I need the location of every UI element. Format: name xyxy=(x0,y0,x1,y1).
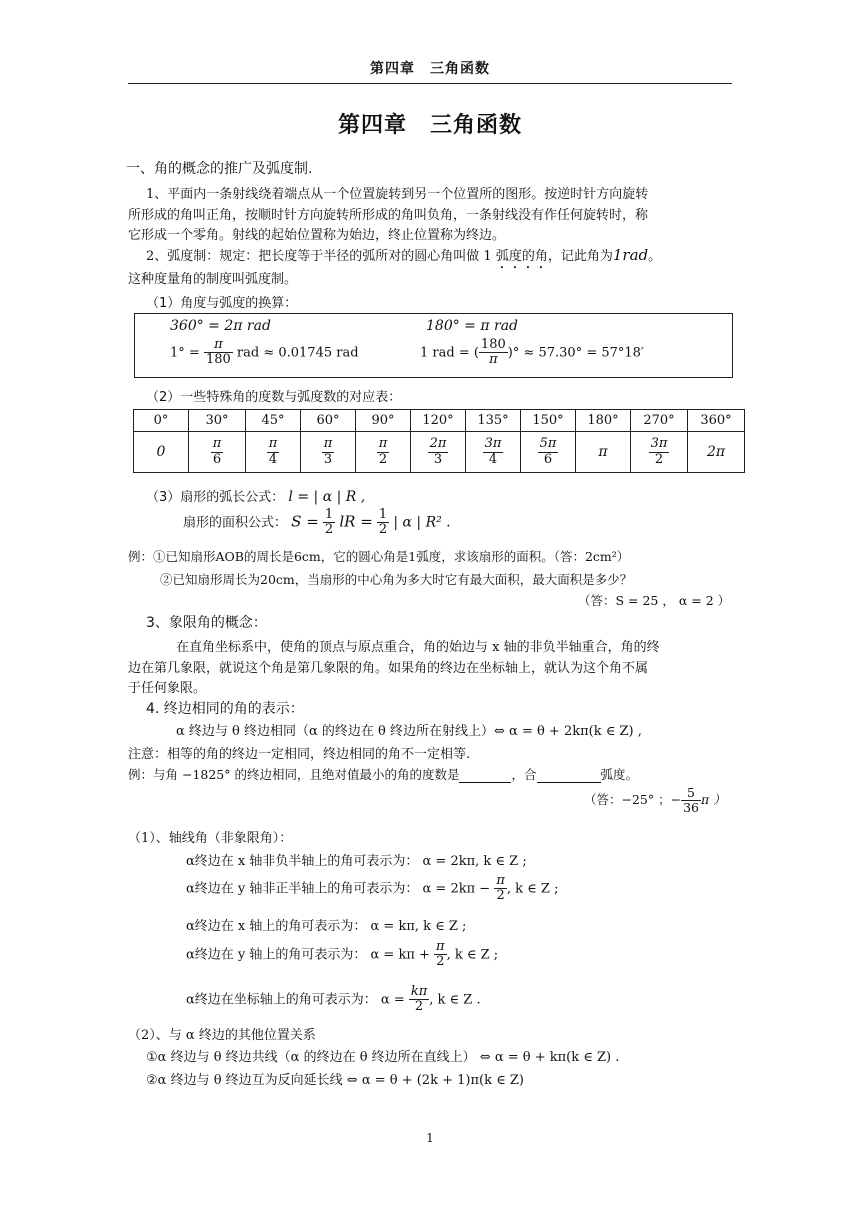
radian-cell xyxy=(189,432,246,473)
subheading: （1）、轴线角（非象限角）： xyxy=(128,831,293,846)
fraction-numerator: π xyxy=(323,436,333,452)
fraction-denominator: 2 xyxy=(378,522,388,538)
formula-line xyxy=(186,985,481,1015)
fraction-numerator: 1 xyxy=(324,507,334,522)
text-run: , k ∈ Z ; xyxy=(506,881,559,897)
radian-value: 0 xyxy=(156,444,166,460)
radian-value: π xyxy=(598,444,608,460)
fraction xyxy=(538,437,559,467)
note: 注意：相等的角的终边一定相同，终边相同的角不一定相等. xyxy=(128,747,471,762)
text-run: | α | R² . xyxy=(393,514,451,531)
formula-line: α终边在 x 轴上的角可表示为： α = kπ, k ∈ Z ; xyxy=(186,919,467,934)
text-run: 1 xyxy=(483,249,492,264)
fraction xyxy=(483,437,504,467)
fraction xyxy=(428,437,449,467)
text-run: ，记此角为 xyxy=(547,249,613,264)
fraction-denominator: 4 xyxy=(268,451,278,467)
section-heading: 3、象限角的概念： xyxy=(146,615,267,631)
text-run: rad ≈ 0.01745 rad xyxy=(236,345,359,361)
degree-cell: 270° xyxy=(631,410,688,432)
subheading: （2）、与 α 终边的其他位置关系 xyxy=(128,1028,316,1043)
radian-cell xyxy=(631,432,688,473)
radian-cell xyxy=(466,432,521,473)
radian-cell xyxy=(134,432,189,473)
running-header: 第四章 三角函数 xyxy=(370,61,490,77)
text-run: ，合 xyxy=(511,767,537,782)
fraction-numerator: π xyxy=(378,436,388,452)
example-line: ②已知扇形周长为20cm，当扇形的中心角为多大时它有最大面积，最大面积是多少？ xyxy=(160,572,633,587)
formula xyxy=(420,338,644,368)
fraction xyxy=(377,508,389,538)
paragraph-line: 1、平面内一条射线绕着端点从一个位置旋转到另一个位置所的图形。按逆时针方向旋转 xyxy=(146,187,649,202)
paragraph-line: 于任何象限。 xyxy=(128,681,207,696)
fraction-numerator: π xyxy=(268,436,278,452)
formula xyxy=(170,338,359,368)
degree-cell: 360° xyxy=(688,410,745,432)
fraction-numerator: π xyxy=(436,939,445,954)
fraction xyxy=(211,437,224,467)
fraction xyxy=(377,437,390,467)
fraction-numerator: 3π xyxy=(484,436,502,452)
fraction-numerator: 2π xyxy=(429,436,447,452)
formula-line xyxy=(183,508,451,538)
fraction-denominator: 2 xyxy=(654,451,664,467)
text-run: 弧度。 xyxy=(600,767,639,782)
fraction-numerator: 1 xyxy=(378,507,388,522)
text-run: )° ≈ 57.30° = 57°18′ xyxy=(507,345,644,361)
fraction-denominator: 6 xyxy=(543,451,553,467)
radian-cell xyxy=(246,432,301,473)
formula-line xyxy=(146,486,365,505)
fraction-numerator: π xyxy=(204,338,233,353)
degree-cell: 150° xyxy=(521,410,576,432)
text-run: 例：与角 −1825° 的终边相同，且绝对值最小的角的度数是 xyxy=(128,767,460,782)
formula: 360° = 2π rad xyxy=(170,318,271,334)
fraction-denominator: 3 xyxy=(433,451,443,467)
fraction xyxy=(323,508,335,538)
radian-row xyxy=(134,432,745,473)
subheading: 扇形的面积公式： xyxy=(183,515,288,531)
fraction-numerator: π xyxy=(496,873,505,888)
text-run: 。 xyxy=(648,249,662,264)
degree-cell: 90° xyxy=(356,410,411,432)
fraction-denominator: 3 xyxy=(323,451,333,467)
fraction-numerator: 180 xyxy=(480,337,506,352)
fraction-denominator: 2 xyxy=(436,954,445,970)
degree-cell: 0° xyxy=(134,410,189,432)
radian-cell xyxy=(576,432,631,473)
text-run: , k ∈ Z ; xyxy=(446,947,499,963)
fraction-numerator: π xyxy=(212,436,222,452)
radian-value: 2π xyxy=(706,444,726,460)
formula-line: α 终边与 θ 终边相同（α 的终边在 θ 终边所在射线上）⇔ α = θ + 2kπ(k ∈ Z) , xyxy=(176,724,642,739)
degree-cell: 45° xyxy=(246,410,301,432)
fraction-denominator: 4 xyxy=(488,451,498,467)
subheading: （1）角度与弧度的换算： xyxy=(146,296,298,311)
fraction-denominator: 36 xyxy=(683,799,699,815)
answer-blank xyxy=(537,770,601,783)
fraction-numerator: kπ xyxy=(410,984,428,999)
text-run: 2、弧度制：规定：把长度等于半径的弧所对的圆心角叫做 xyxy=(146,249,480,264)
degree-cell: 120° xyxy=(411,410,466,432)
text-run: π ） xyxy=(700,791,726,807)
fraction-denominator: π xyxy=(489,352,498,368)
text-run: 1° = xyxy=(170,345,200,361)
fraction-denominator: 2 xyxy=(378,451,388,467)
degree-cell: 60° xyxy=(301,410,356,432)
formula-line xyxy=(186,874,558,904)
fraction-denominator: 2 xyxy=(324,522,334,538)
fraction xyxy=(267,437,280,467)
paragraph-line: 它形成一个零角。射线的起始位置称为始边，终止位置称为终边。 xyxy=(128,228,506,243)
degree-cell: 180° xyxy=(576,410,631,432)
section-heading: 4. 终边相同的角的表示： xyxy=(146,701,304,717)
fraction-denominator: 6 xyxy=(212,451,222,467)
formula: 180° = π rad xyxy=(426,318,519,334)
radian-cell xyxy=(356,432,411,473)
fraction xyxy=(204,338,233,368)
text-run: S = xyxy=(291,512,319,531)
fraction xyxy=(434,940,447,970)
answer xyxy=(584,786,726,815)
text-run: α终边在 y 轴上的角可表示为： α = kπ + xyxy=(186,947,430,963)
fraction xyxy=(409,985,429,1015)
formula-line xyxy=(186,940,498,970)
degree-row xyxy=(134,410,745,432)
example-line: 例：①已知扇形AOB的周长是6cm，它的圆心角是1弧度，求该扇形的面积。（答：2cm²） xyxy=(128,549,630,564)
fraction-denominator: 2 xyxy=(496,888,505,904)
header-rule xyxy=(128,83,732,84)
math-expr: 1rad xyxy=(612,246,649,264)
answer: （答：S = 25 ， α = 2 ） xyxy=(578,593,731,608)
paragraph-line: 边在第几象限，就说这个角是第几象限的角。如果角的终边在坐标轴上，就认为这个角不属 xyxy=(128,661,649,676)
formula-line: α终边在 x 轴非负半轴上的角可表示为： α = 2kπ, k ∈ Z ; xyxy=(186,854,527,869)
radian-cell xyxy=(411,432,466,473)
text-run: α终边在坐标轴上的角可表示为： α = xyxy=(186,992,405,1008)
emphasis-text: 弧度的角 xyxy=(495,249,548,264)
fraction-numerator: 5π xyxy=(539,436,557,452)
subheading: （2）一些特殊角的度数与弧度数的对应表： xyxy=(146,390,402,405)
subheading: （3）扇形的弧长公式： xyxy=(146,490,285,505)
arc-length-formula: l = | α | R , xyxy=(288,489,366,505)
degree-cell: 135° xyxy=(466,410,521,432)
text-run: （答：−25° ；− xyxy=(584,791,682,807)
fraction-numerator: 5 xyxy=(681,786,701,801)
degree-cell: 30° xyxy=(189,410,246,432)
text-run: , k ∈ Z . xyxy=(429,992,481,1008)
section-heading: 一、角的概念的推广及弧度制. xyxy=(126,161,313,177)
fraction-denominator: 2 xyxy=(414,999,424,1015)
text-run: α终边在 y 轴非正半轴上的角可表示为： α = 2kπ − xyxy=(186,881,491,897)
fraction-denominator: 180 xyxy=(205,352,231,368)
fraction xyxy=(681,786,701,815)
angle-table xyxy=(133,409,745,473)
example-line xyxy=(128,765,638,783)
radian-cell xyxy=(688,432,745,473)
answer-blank xyxy=(459,770,511,783)
page-title: 第四章 三角函数 xyxy=(337,113,522,138)
fraction xyxy=(649,437,670,467)
page-number: 1 xyxy=(426,1131,434,1145)
formula-line: ②α 终边与 θ 终边互为反向延长线 ⇔ α = θ + (2k + 1)π(k ∈ Z) xyxy=(146,1073,524,1088)
text-run: lR = xyxy=(339,512,373,531)
fraction xyxy=(479,338,508,368)
formula-line: ①α 终边与 θ 终边共线（α 的终边在 θ 终边所在直线上） ⇔ α = θ + kπ(k ∈ Z) . xyxy=(146,1050,620,1065)
paragraph-line: 这种度量角的制度叫弧度制。 xyxy=(128,272,298,287)
fraction-numerator: 3π xyxy=(650,436,668,452)
radian-cell xyxy=(521,432,576,473)
text-run: 1 rad = ( xyxy=(420,345,479,361)
fraction xyxy=(494,874,507,904)
paragraph-line: 在直角坐标系中，使角的顶点与原点重合，角的始边与 x 轴的非负半轴重合，角的终 xyxy=(176,640,660,655)
fraction xyxy=(322,437,335,467)
paragraph-line: 所形成的角叫正角，按顺时针方向旋转所形成的角叫负角，一条射线没有作任何旋转时，称 xyxy=(128,208,649,223)
radian-cell xyxy=(301,432,356,473)
